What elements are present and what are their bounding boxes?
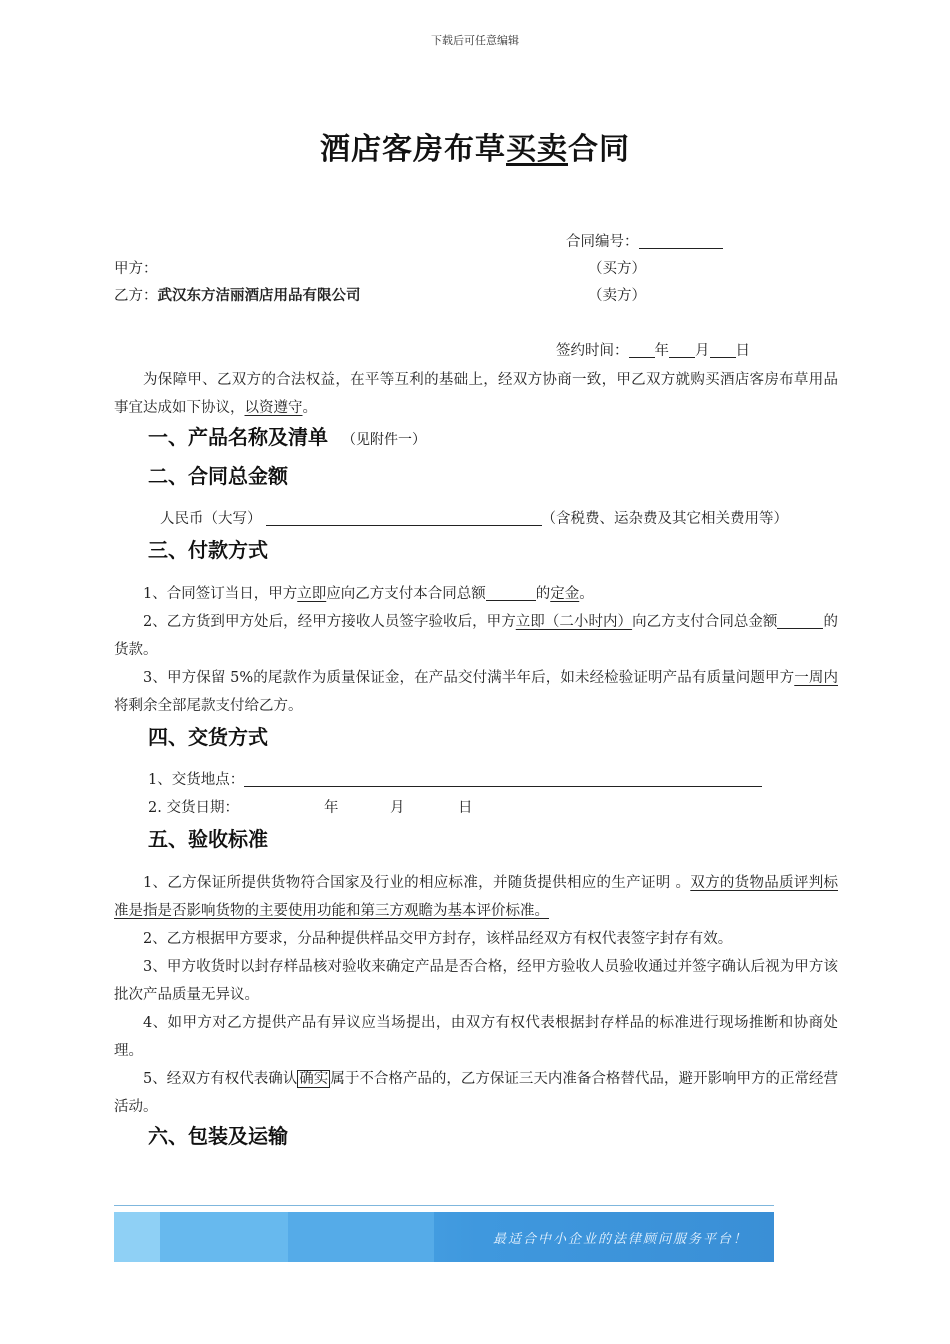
sign-month-blank [669,341,695,358]
payment-3-text-b: 将剩余全部尾款支付给乙方。 [114,698,303,714]
sign-year-blank [629,341,655,358]
rmb-amount-blank [266,509,542,526]
payment-1-text-b: 应向乙方支付本合同总额 [326,586,486,602]
acceptance-1-text: 1、乙方保证所提供货物符合国家及行业的相应标准，并随货提供相应的生产证明 。 [143,875,691,891]
section-6-heading: 六、包装及运输 [148,1124,288,1148]
sign-year-label: 年 [654,343,669,359]
acceptance-clause-1 [114,869,838,925]
contract-number-label: 合同编号： [566,234,639,250]
rmb-label: 人民币（大写） [160,511,262,527]
payment-1-text-d: 。 [579,586,594,602]
banner-segment-2 [160,1212,288,1262]
contract-number-row [566,228,723,256]
payment-2-text-c: 的货款。 [114,614,839,658]
section-4-heading: 四、交货方式 [148,725,268,749]
sign-time-label: 签约时间： [556,343,629,359]
delivery-date-row [148,794,239,822]
acceptance-clause-3: 3、甲方收货时以封存样品核对验收来确定产品是否合格，经甲方验收人员验收通过并签字确认后视为甲方该批次产品质量无异议。 [114,959,838,1003]
acceptance-clause-4: 4、如甲方对乙方提供产品有异议应当场提出，由双方有权代表根据封存样品的标准进行现场推断和协商处理。 [114,1015,838,1059]
footer-banner [114,1212,774,1262]
payment-2-text-a: 2、乙方货到甲方处后，经甲方接收人员签字验收后，甲方 [143,614,516,630]
section-2-heading: 二、合同总金额 [148,464,288,488]
delivery-location-row [148,766,762,794]
intro-end: 。 [302,400,317,416]
delivery-date-label: 2. 交货日期： [148,800,239,816]
payment-1-blank [486,584,536,601]
acceptance-clause-2: 2、乙方根据甲方要求，分品种提供样品交甲方封存，该样品经双方有权代表签字封存有效。 [143,931,733,947]
acceptance-5-text-a: 5、经双方有权代表确认 [143,1071,298,1087]
payment-3-underlined: 一周内 [794,670,838,686]
delivery-month-label: 月 [390,800,405,816]
banner-segment-3 [288,1212,434,1262]
payment-1-text-c: 的 [535,586,551,602]
total-amount-note: （含税费、运杂费及其它相关费用等） [541,511,788,527]
sign-month-label: 月 [695,343,710,359]
payment-2-underlined: 立即（二小时内） [515,614,633,630]
party-b-row [114,282,361,310]
acceptance-5-boxed-word: 确实 [299,1071,329,1087]
banner-segment-1 [114,1212,160,1262]
delivery-location-label: 1、交货地点： [148,772,245,788]
title-part-1: 酒店客房布草 [320,132,506,167]
acceptance-5-text-b: 属于不合格产品的，乙方保证三天内准备合格替代品，避开影响甲方的正常经营活动。 [114,1071,839,1115]
contract-number-blank [639,232,723,249]
sign-time-row [556,337,750,365]
banner-slogan: 最适合中小企业的法律顾问服务平台！ [492,1232,748,1247]
party-b-role: （卖方） [588,288,646,304]
payment-1-text-a: 1、合同签订当日，甲方 [143,586,298,602]
payment-3-text-a: 3、甲方保留 5%的尾款作为质量保证金，在产品交付满半年后，如未经检验证明产品有质量问题甲方 [143,670,795,686]
intro-text: 为保障甲、乙双方的合法权益，在平等互利的基础上，经双方协商一致，甲乙双方就购买酒店客房布草用品事宜达成如下协议， [114,372,838,416]
payment-1-underlined-deposit: 定金 [550,586,580,602]
acceptance-clause-5 [114,1065,838,1121]
payment-2-text-b: 向乙方支付合同总金额 [632,614,778,630]
party-a-label: 甲方： [114,261,158,277]
delivery-year-label: 年 [324,800,339,816]
sign-day-label: 日 [735,343,750,359]
section-1-heading [148,421,426,450]
title-part-underlined: 买卖 [506,132,568,167]
header-note: 下载后可任意编辑 [431,34,519,47]
section-1-title: 一、产品名称及清单 [148,425,328,449]
payment-clause-1 [114,580,838,608]
intro-paragraph [114,366,838,422]
section-1-note: （见附件一） [342,432,426,448]
party-a-role: （买方） [588,261,646,277]
payment-clause-3 [114,664,838,720]
delivery-location-blank [244,770,762,787]
delivery-day-label: 日 [458,800,473,816]
acceptance-1-underlined: 双方的货物品质评判标准是指是否影响货物的主要使用功能和第三方观瞻为基本评价标准。 [114,875,838,919]
payment-1-underlined-immediately: 立即 [297,586,327,602]
section-5-heading: 五、验收标准 [148,827,268,851]
page-title [0,124,950,168]
party-b-name: 武汉东方洁丽酒店用品有限公司 [157,288,361,304]
sign-day-blank [710,341,736,358]
payment-clause-2 [114,608,838,664]
payment-2-blank [777,612,823,629]
party-b-label: 乙方： [114,288,158,304]
footer-divider [114,1205,774,1206]
title-part-2: 合同 [568,132,630,167]
section-3-heading: 三、付款方式 [148,538,268,562]
total-amount-row [160,505,788,533]
intro-underlined: 以资遵守 [244,400,303,416]
